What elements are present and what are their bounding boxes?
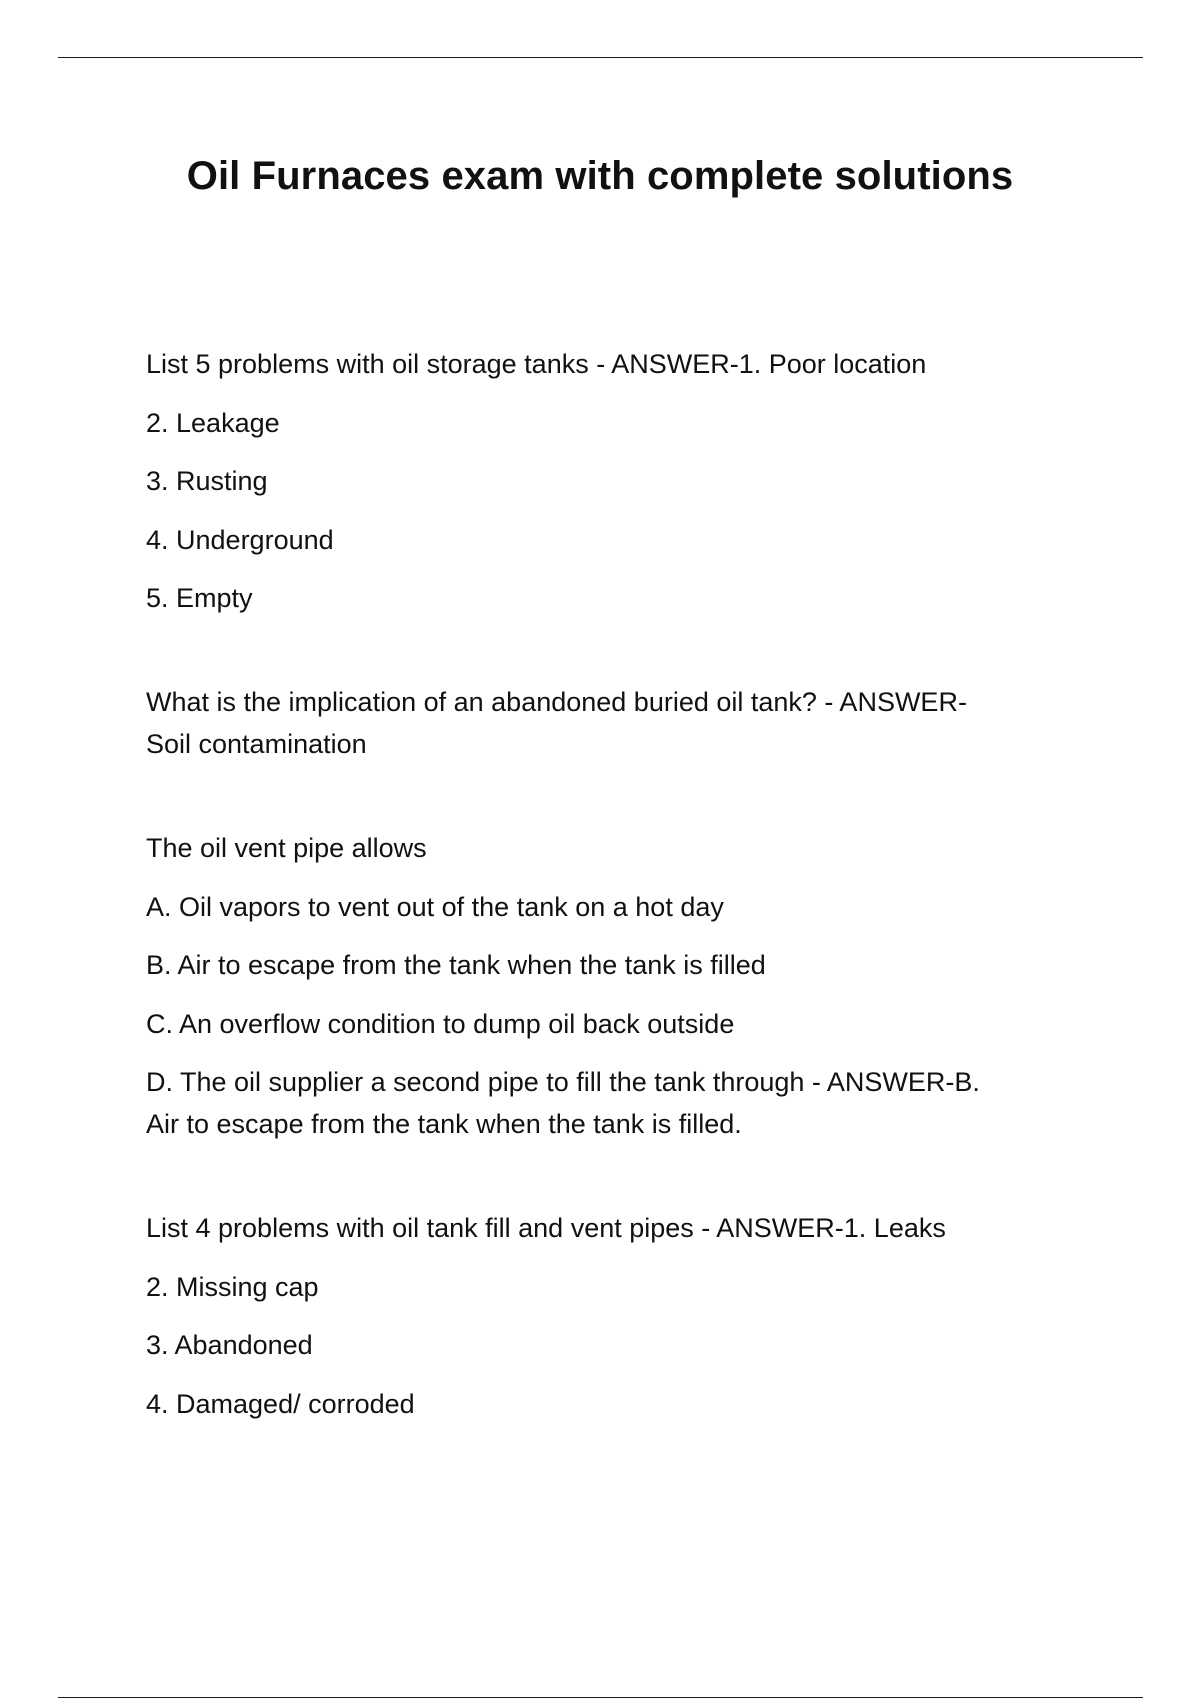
answer-item: 4. Damaged/ corroded xyxy=(146,1388,415,1419)
question-line: List 4 problems with oil tank fill and vent pipes - ANSWER-1. Leaks xyxy=(146,1213,946,1243)
answer-item: 4. Underground xyxy=(146,524,334,555)
document-body xyxy=(146,343,1076,1487)
top-rule xyxy=(58,57,1143,58)
answer-item: 3. Abandoned xyxy=(146,1330,313,1360)
option-d: D. The oil supplier a second pipe to fill the tank through - ANSWER-B. Air to escape from the tank when the tank is filled. xyxy=(146,1067,980,1139)
document-title: Oil Furnaces exam with complete solutions xyxy=(186,154,1014,198)
answer-item: 3. Rusting xyxy=(146,466,268,496)
option-a: A. Oil vapors to vent out of the tank on a hot day xyxy=(146,891,724,922)
question-line: List 5 problems with oil storage tanks - ANSWER-1. Poor location xyxy=(146,349,927,379)
question-block-4 xyxy=(146,1207,1076,1425)
question-line: The oil vent pipe allows xyxy=(146,833,427,863)
question-block-3 xyxy=(146,827,1076,1145)
answer-item: 2. Leakage xyxy=(146,407,280,438)
question-block-1 xyxy=(146,343,1076,619)
bottom-rule xyxy=(58,1697,1143,1698)
option-c: C. An overflow condition to dump oil back outside xyxy=(146,1008,735,1039)
question-block-2 xyxy=(146,681,1076,765)
answer-item: 2. Missing cap xyxy=(146,1271,319,1302)
question-line: What is the implication of an abandoned buried oil tank? - ANSWER- Soil contamination xyxy=(146,687,967,759)
option-b: B. Air to escape from the tank when the tank is filled xyxy=(146,950,766,980)
answer-item: 5. Empty xyxy=(146,583,253,613)
